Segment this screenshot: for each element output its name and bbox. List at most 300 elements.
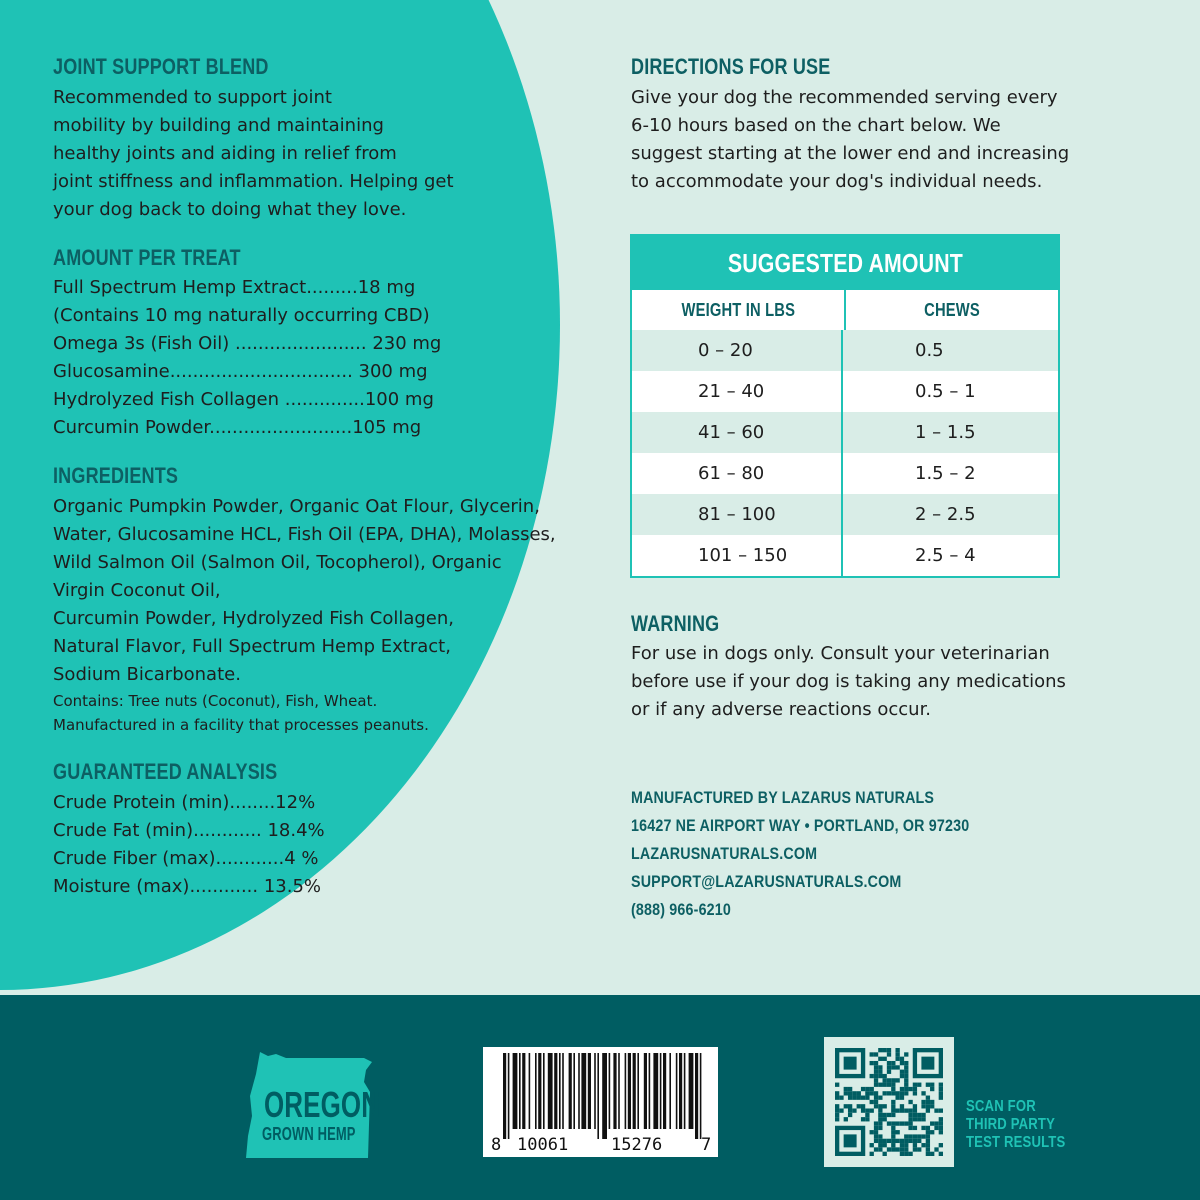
qr-module: [883, 1139, 887, 1143]
qr-module: [865, 1117, 869, 1121]
qr-module: [926, 1104, 930, 1108]
qr-module: [878, 1108, 882, 1112]
qr-finder-center: [844, 1057, 857, 1070]
qr-module: [883, 1057, 887, 1061]
qr-module: [883, 1091, 887, 1095]
barcode-bar: [535, 1053, 537, 1129]
nutrient-line: Glucosamine................................ 300 mg: [53, 361, 428, 382]
qr-module: [857, 1091, 861, 1095]
qr-module: [913, 1126, 917, 1130]
qr-module: [874, 1104, 878, 1108]
qr-module: [857, 1104, 861, 1108]
qr-module: [865, 1096, 869, 1100]
table-body: [632, 330, 1058, 576]
barcode-digit-group: 7: [701, 1135, 712, 1155]
qr-module: [870, 1108, 874, 1112]
table-row: [632, 494, 1058, 535]
joint-support-heading: JOINT SUPPORT BLEND: [53, 54, 269, 79]
qr-module: [900, 1121, 904, 1125]
qr-module: [852, 1096, 856, 1100]
facility-note: Manufactured in a facility that processes peanuts.: [53, 716, 429, 734]
qr-module: [895, 1121, 899, 1125]
barcode-bar: [573, 1053, 575, 1129]
qr-module: [887, 1083, 891, 1087]
qr-module: [878, 1070, 882, 1074]
qr-module: [891, 1121, 895, 1125]
amount-per-treat-heading: AMOUNT PER TREAT: [53, 245, 241, 270]
qr-module: [939, 1108, 943, 1112]
nutrient-line: Omega 3s (Fish Oil) ....................... 230 mg: [53, 333, 442, 354]
qr-module: [870, 1074, 874, 1078]
chews-cell: 0.5 – 1: [915, 381, 976, 402]
barcode-bar: [700, 1053, 702, 1139]
qr-module: [930, 1152, 934, 1156]
weight-cell: 21 – 40: [632, 371, 843, 412]
qr-module: [870, 1100, 874, 1104]
qr-module: [908, 1117, 912, 1121]
qr-module: [908, 1100, 912, 1104]
text-line: Give your dog the recommended serving every: [631, 87, 1058, 108]
table-row: [632, 330, 1058, 371]
qr-module: [874, 1130, 878, 1134]
qr-module: [883, 1143, 887, 1147]
qr-module: [844, 1117, 848, 1121]
analysis-line: Crude Fat (min)............ 18.4%: [53, 820, 325, 841]
qr-module: [848, 1108, 852, 1112]
qr-module: [921, 1117, 925, 1121]
qr-module: [891, 1104, 895, 1108]
qr-module: [908, 1121, 912, 1125]
qr-module: [908, 1126, 912, 1130]
ingredients-list: [53, 493, 556, 737]
support-email-link[interactable]: SUPPORT@LAZARUSNATURALS.COM: [631, 872, 902, 891]
qr-module: [891, 1113, 895, 1117]
qr-module: [900, 1139, 904, 1143]
qr-module: [848, 1096, 852, 1100]
qr-module: [878, 1065, 882, 1069]
guaranteed-analysis-heading: GUARANTEED ANALYSIS: [53, 759, 278, 784]
qr-module: [900, 1096, 904, 1100]
qr-module: [926, 1139, 930, 1143]
qr-module: [926, 1147, 930, 1151]
table-row: [632, 412, 1058, 453]
barcode-bar: [669, 1053, 671, 1129]
qr-module: [939, 1117, 943, 1121]
qr-module: [939, 1121, 943, 1125]
qr-module: [835, 1108, 839, 1112]
qr-module: [939, 1126, 943, 1130]
qr-module: [835, 1113, 839, 1117]
qr-module: [861, 1087, 865, 1091]
qr-module: [900, 1143, 904, 1147]
qr-module: [921, 1134, 925, 1138]
upc-barcode: [483, 1047, 718, 1157]
qr-module: [874, 1091, 878, 1095]
qr-module: [887, 1052, 891, 1056]
qr-module: [870, 1087, 874, 1091]
text-line: your dog back to doing what they love.: [53, 199, 407, 220]
barcode-bar: [653, 1053, 658, 1129]
qr-module: [848, 1104, 852, 1108]
qr-module: [848, 1113, 852, 1117]
qr-module: [857, 1096, 861, 1100]
qr-module: [904, 1143, 908, 1147]
text-line: or if any adverse reactions occur.: [631, 699, 932, 720]
qr-code-icon: [824, 1037, 954, 1167]
barcode-bar: [569, 1053, 572, 1129]
table-row: [632, 371, 1058, 412]
qr-module: [835, 1091, 839, 1095]
qr-module: [861, 1108, 865, 1112]
qr-module: [934, 1126, 938, 1130]
qr-module: [904, 1061, 908, 1065]
qr-module: [874, 1100, 878, 1104]
barcode-bar: [522, 1053, 525, 1129]
qr-module: [908, 1134, 912, 1138]
barcode-bar: [663, 1053, 666, 1129]
qr-module: [887, 1091, 891, 1095]
qr-module: [926, 1083, 930, 1087]
qr-module: [934, 1147, 938, 1151]
analysis-line: Crude Protein (min)........12%: [53, 792, 316, 813]
text-line: Curcumin Powder, Hydrolyzed Fish Collagen,: [53, 608, 454, 629]
barcode-bar: [644, 1053, 647, 1129]
qr-module: [844, 1104, 848, 1108]
barcode-bar: [548, 1053, 553, 1129]
chews-column-header: [846, 290, 1058, 330]
qr-module: [852, 1108, 856, 1112]
qr-module: [891, 1091, 895, 1095]
qr-module: [891, 1134, 895, 1138]
qr-module: [895, 1091, 899, 1095]
barcode-bar: [594, 1053, 596, 1129]
website-link[interactable]: LAZARUSNATURALS.COM: [631, 844, 818, 863]
barcode-bar: [633, 1053, 636, 1129]
qr-module: [904, 1087, 908, 1091]
qr-module: [874, 1052, 878, 1056]
directions-heading: DIRECTIONS FOR USE: [631, 54, 831, 79]
qr-module: [874, 1134, 878, 1138]
qr-module: [883, 1113, 887, 1117]
qr-module: [874, 1121, 878, 1125]
barcode-bar: [578, 1053, 580, 1129]
qr-module: [844, 1087, 848, 1091]
qr-module: [870, 1052, 874, 1056]
barcode-bar: [562, 1053, 564, 1129]
qr-module: [895, 1065, 899, 1069]
barcode-bar: [649, 1053, 651, 1129]
qr-module: [913, 1143, 917, 1147]
qr-module: [904, 1091, 908, 1095]
qr-module: [930, 1104, 934, 1108]
qr-module: [900, 1091, 904, 1095]
qr-module: [908, 1113, 912, 1117]
qr-module: [891, 1139, 895, 1143]
qr-module: [874, 1074, 878, 1078]
qr-module: [874, 1078, 878, 1082]
barcode-bar: [559, 1053, 561, 1129]
manufacturer-contact: [631, 784, 1034, 924]
text-line: Virgin Coconut Oil,: [53, 580, 221, 601]
qr-module: [900, 1074, 904, 1078]
qr-module: [913, 1108, 917, 1112]
barcode-bar: [554, 1053, 557, 1129]
qr-module: [865, 1113, 869, 1117]
qr-module: [848, 1087, 852, 1091]
qr-module: [926, 1100, 930, 1104]
table-row: [632, 453, 1058, 494]
manufacturer-name: MANUFACTURED BY LAZARUS NATURALS: [631, 788, 935, 807]
qr-module: [917, 1083, 921, 1087]
qr-module: [939, 1091, 943, 1095]
qr-module: [904, 1152, 908, 1156]
weight-column-label: WEIGHT IN LBS: [681, 299, 795, 320]
qr-module: [900, 1070, 904, 1074]
qr-module: [874, 1139, 878, 1143]
qr-module: [930, 1083, 934, 1087]
qr-module: [917, 1147, 921, 1151]
qr-module: [839, 1096, 843, 1100]
oregon-grown-hemp-badge: [246, 1052, 381, 1158]
qr-module: [883, 1104, 887, 1108]
barcode-bar: [684, 1053, 686, 1129]
barcode-bar: [628, 1053, 631, 1129]
chews-cell: 0.5: [915, 340, 944, 361]
qr-module: [939, 1087, 943, 1091]
grown-hemp-label: GROWN HEMP: [262, 1124, 356, 1144]
qr-module: [913, 1147, 917, 1151]
qr-module: [852, 1091, 856, 1095]
text-line: Organic Pumpkin Powder, Organic Oat Flour, Glycerin,: [53, 496, 540, 517]
nutrient-line: Hydrolyzed Fish Collagen ..............100 mg: [53, 389, 434, 410]
qr-module: [848, 1091, 852, 1095]
qr-module: [913, 1113, 917, 1117]
qr-module: [913, 1134, 917, 1138]
qr-module: [878, 1057, 882, 1061]
chews-cell: 1 – 1.5: [915, 422, 976, 443]
qr-module: [913, 1087, 917, 1091]
chews-column-label: CHEWS: [924, 299, 980, 320]
qr-module: [921, 1100, 925, 1104]
qr-module: [917, 1134, 921, 1138]
qr-module: [926, 1126, 930, 1130]
qr-code[interactable]: [824, 1037, 954, 1167]
barcode-bar: [513, 1053, 518, 1129]
qr-module: [874, 1061, 878, 1065]
qr-module: [878, 1117, 882, 1121]
qr-module: [891, 1065, 895, 1069]
qr-module: [926, 1096, 930, 1100]
qr-module: [900, 1104, 904, 1108]
qr-module: [904, 1052, 908, 1056]
directions-text: [631, 84, 1069, 196]
qr-module: [874, 1126, 878, 1130]
barcode-bar: [588, 1053, 591, 1129]
weight-column-header: [632, 290, 846, 330]
qr-module: [887, 1147, 891, 1151]
text-line: Natural Flavor, Full Spectrum Hemp Extract,: [53, 636, 451, 657]
qr-module: [874, 1147, 878, 1151]
text-line: mobility by building and maintaining: [53, 115, 384, 136]
qr-module: [891, 1061, 895, 1065]
table-title: [632, 236, 1058, 290]
qr-module: [930, 1130, 934, 1134]
warning-heading: WARNING: [631, 611, 720, 636]
qr-module: [861, 1096, 865, 1100]
qr-module: [887, 1139, 891, 1143]
qr-module: [904, 1139, 908, 1143]
scan-line: THIRD PARTY: [966, 1116, 1056, 1133]
qr-module: [904, 1108, 908, 1112]
qr-module: [878, 1121, 882, 1125]
text-line: suggest starting at the lower end and increasing: [631, 143, 1070, 164]
qr-module: [883, 1152, 887, 1156]
qr-module: [895, 1048, 899, 1052]
allergen-note: Contains: Tree nuts (Coconut), Fish, Wheat.: [53, 692, 378, 710]
table-title-text: SUGGESTED AMOUNT: [727, 247, 963, 278]
qr-module: [891, 1130, 895, 1134]
barcode-bars: [483, 1051, 718, 1141]
qr-module: [874, 1096, 878, 1100]
qr-module: [878, 1147, 882, 1151]
qr-module: [891, 1143, 895, 1147]
qr-module: [917, 1117, 921, 1121]
qr-module: [835, 1104, 839, 1108]
qr-module: [904, 1083, 908, 1087]
nutrient-line: Curcumin Powder.........................105 mg: [53, 417, 422, 438]
analysis-line: Crude Fiber (max)............4 %: [53, 848, 319, 869]
qr-module: [900, 1057, 904, 1061]
qr-module: [835, 1117, 839, 1121]
qr-module: [908, 1152, 912, 1156]
qr-module: [865, 1087, 869, 1091]
qr-module: [861, 1104, 865, 1108]
qr-module: [908, 1087, 912, 1091]
barcode-bar: [676, 1053, 678, 1129]
qr-module: [900, 1061, 904, 1065]
chews-cell: 2.5 – 4: [915, 545, 976, 566]
qr-module: [939, 1130, 943, 1134]
qr-module: [835, 1083, 839, 1087]
qr-module: [878, 1096, 882, 1100]
qr-module: [930, 1087, 934, 1091]
qr-module: [913, 1083, 917, 1087]
barcode-bar: [689, 1053, 694, 1129]
qr-module: [895, 1052, 899, 1056]
qr-module: [883, 1117, 887, 1121]
qr-module: [878, 1143, 882, 1147]
qr-module: [900, 1087, 904, 1091]
barcode-bar: [543, 1053, 545, 1129]
qr-module: [878, 1048, 882, 1052]
qr-module: [887, 1113, 891, 1117]
qr-module: [874, 1070, 878, 1074]
text-line: joint stiffness and inflammation. Helping get: [53, 171, 454, 192]
qr-module: [844, 1091, 848, 1095]
text-line: Sodium Bicarbonate.: [53, 664, 241, 685]
barcode-bar: [660, 1053, 662, 1129]
qr-module: [904, 1070, 908, 1074]
qr-module: [865, 1091, 869, 1095]
qr-module: [913, 1139, 917, 1143]
scan-line: SCAN FOR: [966, 1098, 1036, 1115]
qr-module: [891, 1147, 895, 1151]
barcode-bar: [679, 1053, 682, 1129]
scan-line: TEST RESULTS: [966, 1134, 1066, 1151]
qr-module: [887, 1121, 891, 1125]
qr-module: [895, 1147, 899, 1151]
text-line: Recommended to support joint: [53, 87, 332, 108]
qr-module: [926, 1108, 930, 1112]
qr-module: [891, 1087, 895, 1091]
qr-module: [895, 1130, 899, 1134]
qr-module: [883, 1078, 887, 1082]
qr-module: [921, 1126, 925, 1130]
barcode-digit-group: 10061: [517, 1135, 569, 1155]
qr-module: [921, 1143, 925, 1147]
qr-module: [891, 1100, 895, 1104]
qr-module: [883, 1083, 887, 1087]
barcode-digit-group: 15276: [611, 1135, 663, 1155]
barcode-bar: [613, 1053, 616, 1129]
manufacturer-address: 16427 NE AIRPORT WAY • PORTLAND, OR 97230: [631, 816, 970, 835]
qr-module: [883, 1074, 887, 1078]
qr-module: [908, 1108, 912, 1112]
nutrient-line: Full Spectrum Hemp Extract.........18 mg: [53, 277, 416, 298]
qr-module: [870, 1152, 874, 1156]
text-line: Wild Salmon Oil (Salmon Oil, Tocopherol), Organic: [53, 552, 502, 573]
qr-module: [904, 1134, 908, 1138]
qr-module: [895, 1108, 899, 1112]
qr-module: [883, 1048, 887, 1052]
qr-module: [874, 1065, 878, 1069]
barcode-bar: [529, 1053, 531, 1129]
guaranteed-analysis-list: [53, 789, 325, 901]
qr-module: [904, 1147, 908, 1151]
qr-module: [878, 1134, 882, 1138]
nutrient-line: (Contains 10 mg naturally occurring CBD): [53, 305, 430, 326]
qr-module: [895, 1096, 899, 1100]
text-line: 6-10 hours based on the chart below. We: [631, 115, 1001, 136]
qr-module: [891, 1083, 895, 1087]
qr-module: [939, 1083, 943, 1087]
weight-cell: 61 – 80: [632, 453, 843, 494]
qr-module: [887, 1070, 891, 1074]
qr-module: [921, 1091, 925, 1095]
qr-module: [939, 1143, 943, 1147]
qr-module: [939, 1152, 943, 1156]
phone-number: (888) 966-6210: [631, 900, 732, 919]
table-header-row: [632, 290, 1058, 330]
qr-finder-center: [844, 1134, 857, 1147]
qr-module: [904, 1078, 908, 1082]
warning-text: [631, 640, 1066, 724]
analysis-line: Moisture (max)............ 13.5%: [53, 876, 322, 897]
suggested-amount-table: [630, 234, 1060, 578]
weight-cell: 81 – 100: [632, 494, 843, 535]
joint-support-description: [53, 84, 454, 224]
qr-module: [861, 1117, 865, 1121]
chews-cell: 2 – 2.5: [915, 504, 976, 525]
qr-module: [934, 1121, 938, 1125]
qr-module: [891, 1126, 895, 1130]
qr-module: [900, 1152, 904, 1156]
qr-module: [904, 1121, 908, 1125]
weight-cell: 101 – 150: [632, 535, 843, 576]
barcode-digits: [483, 1133, 718, 1155]
qr-module: [865, 1108, 869, 1112]
qr-module: [887, 1061, 891, 1065]
